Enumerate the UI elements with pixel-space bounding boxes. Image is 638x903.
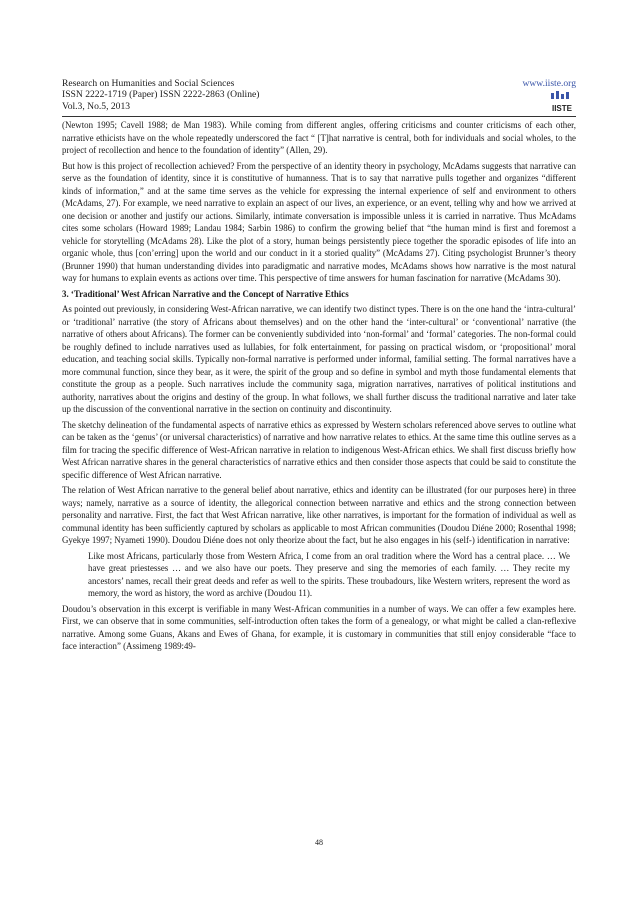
journal-title: Research on Humanities and Social Sciences — [62, 78, 235, 89]
paragraph-6: Doudou’s observation in this excerpt is verifiable in many West-African communities in a number of ways. We can offer a few examples here. First, we can observe that in some communities, self-introduction often takes the form of a genealogy, or what might be called a clan-reflexive narrative. Among some Guans, Akans and Ewes of Ghana, for example, it is customary in communities that still enjoy considerable “face to face interaction” (Assimeng 1989:49- — [62, 603, 576, 651]
paragraph-4: The sketchy delineation of the fundamental aspects of narrative ethics as expressed by Western scholars referenced above serves to outline what can be taken as the ‘genus’ (or universal characteristics) of narrative and how narrative relates to ethics. At the same time this outline serves as a film for tracing the specific difference of West-African narrative in relation to indigenous West-African ethics. We shall first discuss briefly how West African narrative shares in the general characteristics of narrative ethics and then consider those aspects that could be said to constitute the specific difference of West African narrative. — [62, 419, 576, 480]
issn-line: ISSN 2222-1719 (Paper) ISSN 2222-2863 (Online) — [62, 89, 260, 101]
logo-bar-4 — [566, 92, 569, 99]
site-link[interactable]: www.iiste.org — [522, 78, 576, 89]
paragraph-2: But how is this project of recollection achieved? From the perspective of an identity theory in psychology, McAdams suggests that narrative can serve as the foundation of identity, since it is constitutive of humanness. That is to say that narrative pulls together and organizes “different kinds of information,” and at the same time serves as the vehicle for expressing the internal experience of self and environment to others (McAdams, 27). For example, we need narrative to explain an aspect of our lives, an experience, or an event, telling why and how we arrived at one decision or another and justify our actions. Similarly, intimate conversation is impossible unless it is carried in narrative. Thus McAdams cites some scholars (Howard 1989; Landau 1984; Sarbin 1986) to confirm the growing belief that “the human mind is first and foremost a vehicle for storytelling (McAdams 28). Like the plot of a story, human beings persistently piece together the sporadic episodes of life into an organic whole, thus [con’erring] upon the world and our conduct in it a storied quality” (McAdams 27). Citing psychologist Brunner’s theory (Brunner 1990) that human understanding divides into paradigmatic and narrative modes, McAdams shows how narrative is the most natural way for humans to explain events as actions over time. This perspective of time answers for human fascination for narrative (McAdams 30). — [62, 160, 576, 283]
iiste-logo — [550, 91, 574, 115]
section-heading: 3. ‘Traditional’ West African Narrative and the Concept of Narrative Ethics — [62, 288, 349, 299]
paragraph-3: As pointed out previously, in considering West-African narrative, we can identify two distinct types. There is on the one hand the ‘intra-cultural’ or ‘traditional’ narrative (the story of Africans about themselves) and on the other hand the ‘inter-cultural’ or ‘conventional’ narrative (the narrative of others about Africans). The former can be conveniently subdivided into ‘non-formal’ and ‘formal’ categories. The non-formal could be roughly defined to include narratives used as lullabies, for folk entertainment, for passing on practical wisdom, or ‘propositional’ moral education, and teaching social skills. Typically non-formal narrative is performed under informal, familial setting. The formal narratives have a more communal function, since they bear, as it were, the spirit of the group and so define in symbol and myth those fundamental elements that constitute the group as a people. Such narratives include the community saga, migration narratives, narratives of political institutions and authority, narratives about the origins and destiny of the group. In what follows, we shall further discuss the traditional narrative and later take up the discussion of the conventional narrative in the section on continuity and discontinuity. — [62, 304, 576, 414]
article-body — [62, 119, 576, 653]
paragraph-1: (Newton 1995; Cavell 1988; de Man 1983). While coming from different angles, offering criticisms and counter criticisms of each other, narrative ethicists have on the whole repeatedly underscored the fact “ [T]hat narrative is central, both for individuals and social wholes, to the project of recollection and hence to the foundation of identity” (Allen, 29). — [62, 120, 576, 155]
header-rule — [62, 116, 576, 117]
logo-bar-2 — [556, 91, 559, 99]
article-page — [62, 78, 576, 656]
header-info — [62, 78, 576, 112]
block-quote: Like most Africans, particularly those from Western Africa, I come from an oral tradition where the Word has a central place. … We have great priestesses … and we also have our poets. They preserve and sing the memories of each family. … They recite my ancestors’ names, recall their great deeds and refer as well to the spirits. These troubadours, like Western writers, represent the word as memory, the word as history, the word as archive (Doudou 11). — [88, 550, 570, 598]
volume-line: Vol.3, No.5, 2013 — [62, 100, 131, 112]
journal-header — [62, 78, 576, 116]
page-number: 48 — [315, 838, 323, 847]
logo-bar-1 — [551, 93, 554, 99]
logo-bar-3 — [561, 94, 564, 99]
logo-text: IISTE — [551, 104, 573, 113]
paragraph-5: The relation of West African narrative to the general belief about narrative, ethics and identity can be illustrated (for our purposes here) in three ways; namely, narrative as a source of identity, the allegorical connection between narrative and ethics and the strong connection between personality and narrative. First, the fact that West African narrative, like other narratives, is important for the formation of individual as well as communal identity has been sufficiently captured by scholars as applicable to most African communities (Doudou Diéne 2000; Rosenthal 1998; Gyekye 1997; Nyameti 1990). Doudou Diéne does not only theorize about the fact, but he also engages in his (self-) identification in narrative: — [62, 485, 576, 545]
header-link-area — [522, 78, 576, 89]
